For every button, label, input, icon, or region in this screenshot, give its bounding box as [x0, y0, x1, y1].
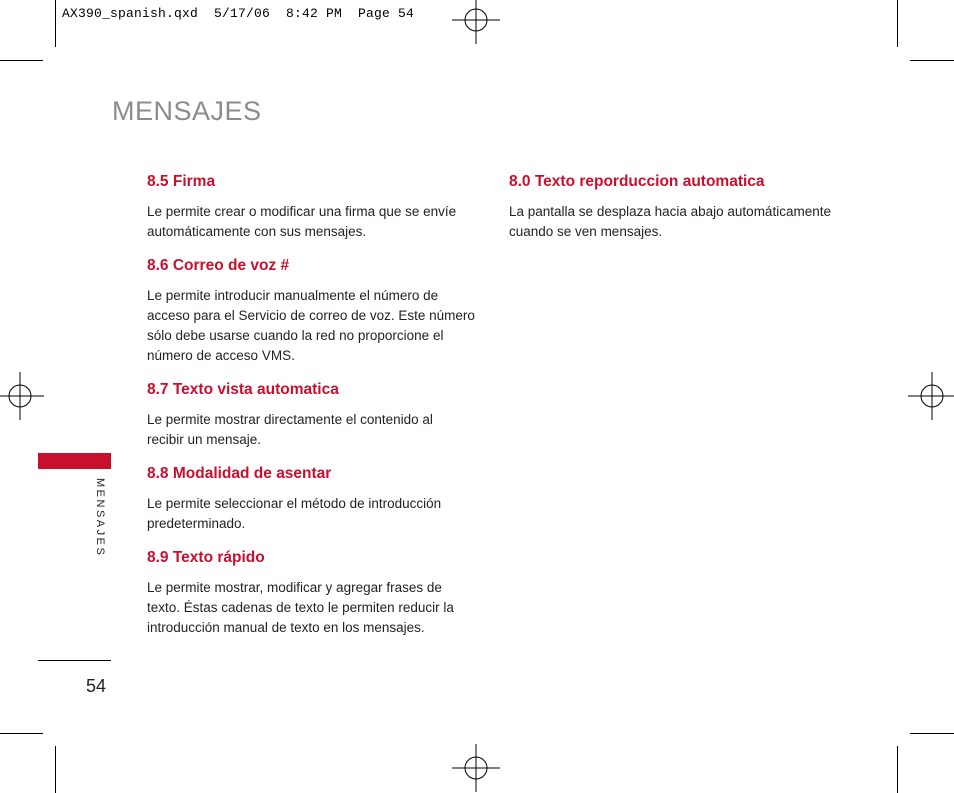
registration-mark-right-icon [908, 372, 954, 420]
section-body: Le permite mostrar directamente el contenido al recibir un mensaje. [147, 412, 433, 447]
section-heading: 8.9 Texto rápido [147, 549, 265, 566]
side-tab-label: MENSAJES [94, 478, 106, 558]
section-heading: 8.5 Firma [147, 173, 216, 190]
crop-mark-top-right-v [897, 0, 898, 47]
section-body: La pantalla se desplaza hacia abajo automáticamente cuando se ven mensajes. [509, 204, 831, 239]
section-correo-de-voz [147, 256, 487, 366]
registration-mark-top-icon [452, 0, 500, 44]
section-texto-reporduccion-automatica [509, 172, 849, 242]
registration-mark-left-icon [0, 372, 44, 420]
section-body: Le permite seleccionar el método de introducción predeterminado. [147, 496, 442, 531]
footer-rule [38, 660, 111, 661]
section-heading: 8.6 Correo de voz # [147, 257, 290, 274]
section-heading: 8.7 Texto vista automatica [147, 381, 339, 398]
section-modalidad-de-asentar [147, 464, 487, 534]
section-heading: 8.0 Texto reporduccion automatica [509, 173, 765, 190]
section-heading: 8.8 Modalidad de asentar [147, 465, 332, 482]
page-number: 54 [86, 676, 107, 696]
crop-mark-bottom-right-h [910, 733, 954, 734]
crop-mark-top-right-h [910, 60, 954, 61]
print-slug: AX390_spanish.qxd 5/17/06 8:42 PM Page 54 [62, 6, 415, 21]
side-tab-bar [38, 453, 111, 469]
section-texto-rapido [147, 548, 487, 638]
left-column [147, 172, 487, 652]
section-firma [147, 172, 487, 242]
section-body: Le permite introducir manualmente el número de acceso para el Servicio de correo de voz. Este número sólo debe usarse cuando la red no proporcione el número de acceso VMS. [147, 288, 475, 363]
right-column [509, 172, 849, 256]
crop-mark-bottom-left-v [55, 746, 56, 793]
registration-mark-bottom-icon [452, 744, 500, 792]
page-title: MENSAJES [112, 96, 262, 126]
crop-mark-bottom-left-h [0, 733, 43, 734]
section-body: Le permite crear o modificar una firma que se envíe automáticamente con sus mensajes. [147, 204, 457, 239]
section-body: Le permite mostrar, modificar y agregar frases de texto. Éstas cadenas de texto le permiten reducir la introducción manual de texto en los mensajes. [147, 580, 454, 635]
crop-mark-bottom-right-v [897, 746, 898, 793]
crop-mark-top-left-v [55, 0, 56, 47]
section-texto-vista-automatica [147, 380, 487, 450]
crop-mark-top-left-h [0, 60, 43, 61]
